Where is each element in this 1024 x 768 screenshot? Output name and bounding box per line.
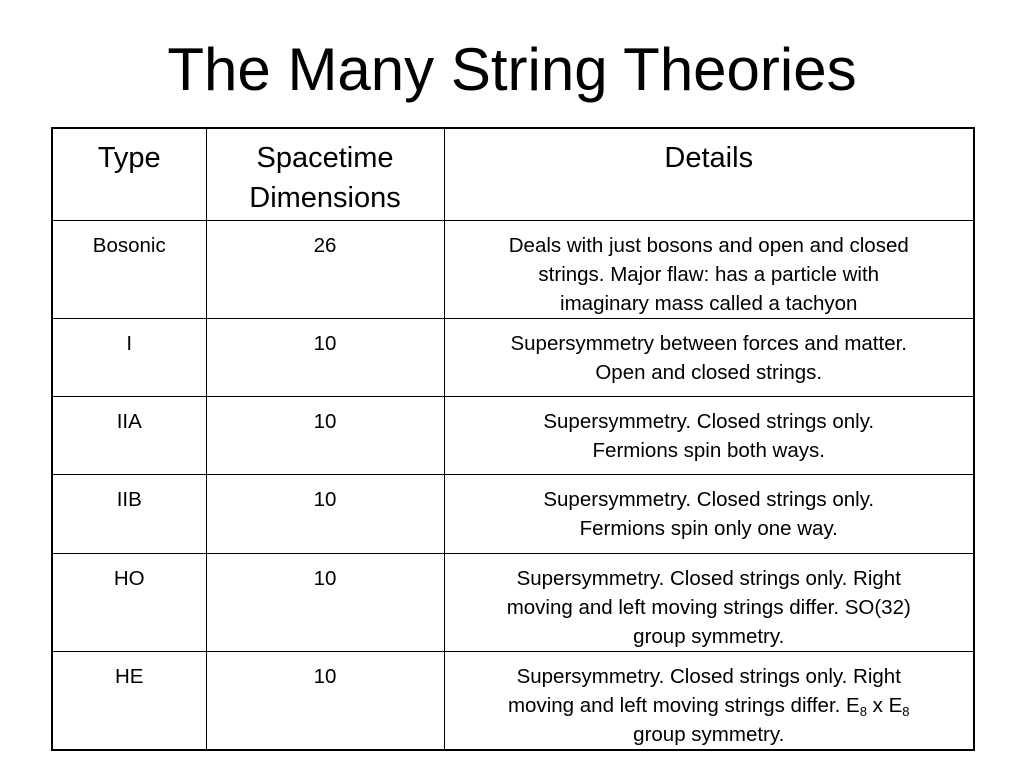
details-line: Fermions spin only one way.: [579, 517, 838, 540]
details-line: Deals with just bosons and open and closed: [508, 234, 909, 257]
details-line: Supersymmetry. Closed strings only. Right: [516, 567, 901, 590]
string-theories-table: [51, 127, 975, 751]
cell-details: [444, 319, 974, 397]
details-line: moving and left moving strings differ. SO(32): [506, 596, 911, 619]
table-header-row: [52, 128, 974, 221]
cell-dimensions: 10: [206, 475, 444, 554]
cell-details: [444, 221, 974, 319]
details-text: moving and left moving strings differ. E: [507, 694, 860, 717]
details-line: group symmetry.: [633, 625, 785, 648]
cell-details: [444, 397, 974, 475]
table-row: [52, 554, 974, 652]
details-line: Supersymmetry. Closed strings only.: [543, 410, 875, 433]
cell-details: [444, 652, 974, 751]
table-row: [52, 475, 974, 554]
subscript: 8: [902, 704, 910, 719]
details-line: Fermions spin both ways.: [592, 439, 825, 462]
cell-type: HO: [52, 554, 206, 652]
cell-dimensions: 26: [206, 221, 444, 319]
subscript: 8: [859, 704, 867, 719]
cell-dimensions: 10: [206, 397, 444, 475]
details-text: x E: [866, 694, 903, 717]
table-row: [52, 397, 974, 475]
details-line: Supersymmetry between forces and matter.: [510, 332, 907, 355]
header-dimensions-line: Dimensions: [249, 182, 401, 214]
table-row: [52, 652, 974, 751]
cell-details: [444, 554, 974, 652]
details-line: Supersymmetry. Closed strings only. Right: [516, 665, 901, 688]
table-row: [52, 221, 974, 319]
cell-type: IIB: [52, 475, 206, 554]
details-line: [451, 691, 968, 720]
cell-dimensions: 10: [206, 554, 444, 652]
slide-title: The Many String Theories: [167, 36, 857, 103]
details-line: Supersymmetry. Closed strings only.: [543, 488, 875, 511]
cell-type: HE: [52, 652, 206, 751]
table-row: [52, 319, 974, 397]
cell-details: [444, 475, 974, 554]
details-line: imaginary mass called a tachyon: [560, 292, 858, 315]
cell-type: Bosonic: [52, 221, 206, 319]
cell-type: IIA: [52, 397, 206, 475]
cell-dimensions: 10: [206, 652, 444, 751]
header-details: Details: [444, 128, 974, 221]
cell-dimensions: 10: [206, 319, 444, 397]
header-dimensions-line: Spacetime: [256, 142, 394, 174]
cell-type: I: [52, 319, 206, 397]
header-spacetime-dimensions: [206, 128, 444, 221]
header-type: Type: [52, 128, 206, 221]
details-line: Open and closed strings.: [595, 361, 823, 384]
details-line: strings. Major flaw: has a particle with: [538, 263, 880, 286]
details-line: group symmetry.: [633, 723, 785, 746]
